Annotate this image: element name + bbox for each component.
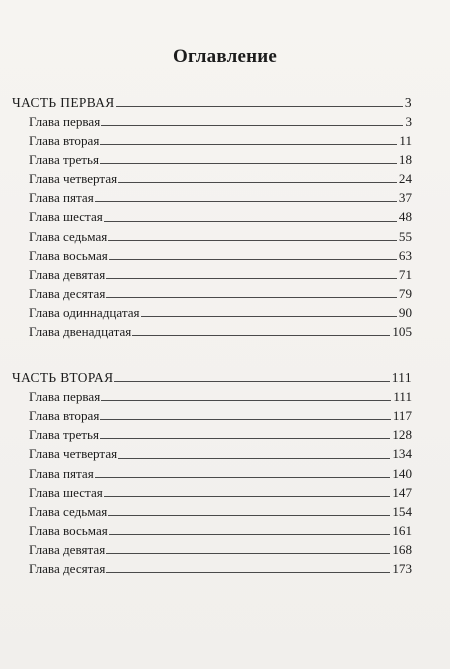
toc-leader-line (114, 381, 389, 382)
toc-leader-line (95, 477, 391, 478)
toc-page-number: 140 (392, 465, 412, 481)
toc-chapter-label: Глава восьмая (29, 522, 108, 538)
toc-leader-line (100, 144, 397, 145)
toc-page-number: 117 (392, 408, 412, 424)
toc-chapter-label: Глава седьмая (29, 503, 108, 519)
toc-leader-line (104, 221, 397, 222)
toc-page-number: 48 (398, 209, 412, 225)
toc-chapter-item[interactable] (12, 262, 412, 281)
toc-leader-line (101, 400, 391, 401)
toc-chapter-label: Глава шестая (29, 209, 103, 225)
toc-chapter-label: Глава третья (29, 152, 99, 168)
toc-leader-line (106, 553, 390, 554)
toc-chapter-item[interactable] (12, 556, 412, 575)
toc-page-number: 154 (392, 503, 412, 519)
toc-chapter-item[interactable] (12, 224, 412, 243)
toc-chapter-label: Глава первая (29, 114, 101, 129)
toc-chapter-label: Глава четвертая (29, 446, 118, 462)
toc-part-label: ЧАСТЬ ВТОРАЯ (12, 369, 114, 385)
toc-page-number: 18 (398, 152, 412, 168)
toc-leader-line (100, 438, 390, 439)
toc-chapter-label: Глава первая (29, 389, 101, 405)
toc-chapter-label: Глава десятая (29, 285, 106, 301)
toc-chapter-item[interactable] (12, 128, 412, 147)
toc-page-number: 147 (392, 484, 412, 500)
toc-leader-line (132, 335, 390, 336)
toc-leader-line (106, 278, 397, 279)
toc-leader-line (104, 496, 391, 497)
toc-leader-line (106, 572, 390, 573)
toc-chapter-label: Глава девятая (29, 541, 106, 557)
page-title: Оглавление (172, 46, 278, 67)
toc-page-number: 128 (392, 427, 412, 443)
toc-leader-line (106, 297, 397, 298)
toc-chapter-label: Глава восьмая (29, 247, 108, 263)
toc-chapter-label: Глава четвертая (29, 171, 118, 187)
toc-chapter-item[interactable] (12, 166, 412, 185)
toc-chapter-label: Глава вторая (29, 408, 100, 424)
table-of-contents (12, 89, 412, 575)
toc-page-number: 90 (398, 304, 412, 320)
toc-chapter-label: Глава третья (29, 427, 99, 443)
toc-page-number: 173 (392, 560, 412, 576)
toc-page-number: 37 (398, 190, 412, 206)
toc-leader-line (118, 182, 397, 183)
toc-chapter-label: Глава седьмая (29, 228, 108, 244)
toc-page-number: 3 (404, 94, 412, 110)
toc-chapter-item[interactable] (12, 147, 412, 166)
toc-part-label: ЧАСТЬ ПЕРВАЯ (12, 94, 115, 110)
toc-page-number: 71 (398, 266, 412, 282)
toc-chapter-item[interactable] (12, 243, 412, 262)
toc-leader-line (100, 163, 397, 164)
toc-chapter-label: Глава пятая (29, 190, 94, 206)
toc-page-number: 24 (398, 171, 412, 187)
toc-chapter-item[interactable] (12, 109, 412, 128)
toc-leader-line (100, 419, 390, 420)
toc-leader-line (109, 534, 391, 535)
toc-leader-line (118, 458, 390, 459)
toc-page-number: 3 (405, 114, 412, 129)
toc-chapter-item[interactable] (12, 281, 412, 300)
toc-leader-line (109, 259, 397, 260)
toc-chapter-item[interactable] (12, 422, 412, 441)
toc-leader-line (116, 106, 403, 107)
toc-page-number: 55 (398, 228, 412, 244)
section-gap (12, 338, 412, 364)
toc-page-number: 11 (399, 133, 412, 149)
toc-page-number: 79 (398, 285, 412, 301)
toc-leader-line (95, 201, 397, 202)
toc-part-1[interactable] (12, 89, 412, 109)
toc-chapter-item[interactable] (12, 319, 412, 338)
toc-leader-line (141, 316, 397, 317)
toc-part-2[interactable] (12, 364, 412, 384)
toc-page-number: 111 (393, 389, 412, 405)
toc-chapter-item[interactable] (12, 403, 412, 422)
toc-page-number: 105 (392, 324, 412, 340)
toc-chapter-item[interactable] (12, 499, 412, 518)
toc-page-number: 111 (391, 369, 412, 385)
toc-leader-line (101, 125, 403, 126)
toc-chapter-item[interactable] (12, 441, 412, 460)
toc-chapter-item[interactable] (12, 384, 412, 403)
toc-chapter-label: Глава одиннадцатая (29, 304, 140, 320)
toc-chapter-label: Глава девятая (29, 266, 106, 282)
toc-chapter-label: Глава вторая (29, 133, 100, 149)
toc-chapter-label: Глава двенадцатая (29, 324, 132, 340)
toc-chapter-item[interactable] (12, 518, 412, 537)
toc-leader-line (108, 515, 390, 516)
toc-page-number: 63 (398, 247, 412, 263)
toc-chapter-label: Глава пятая (29, 465, 94, 481)
toc-page-number: 134 (392, 446, 412, 462)
toc-page-number: 168 (392, 541, 412, 557)
toc-chapter-label: Глава шестая (29, 484, 103, 500)
toc-chapter-item[interactable] (12, 185, 412, 204)
toc-chapter-label: Глава десятая (29, 560, 106, 576)
toc-leader-line (108, 240, 397, 241)
toc-chapter-item[interactable] (12, 461, 412, 480)
toc-chapter-item[interactable] (12, 480, 412, 499)
toc-chapter-item[interactable] (12, 204, 412, 223)
toc-chapter-item[interactable] (12, 300, 412, 319)
toc-page-number: 161 (392, 522, 412, 538)
toc-chapter-item[interactable] (12, 537, 412, 556)
